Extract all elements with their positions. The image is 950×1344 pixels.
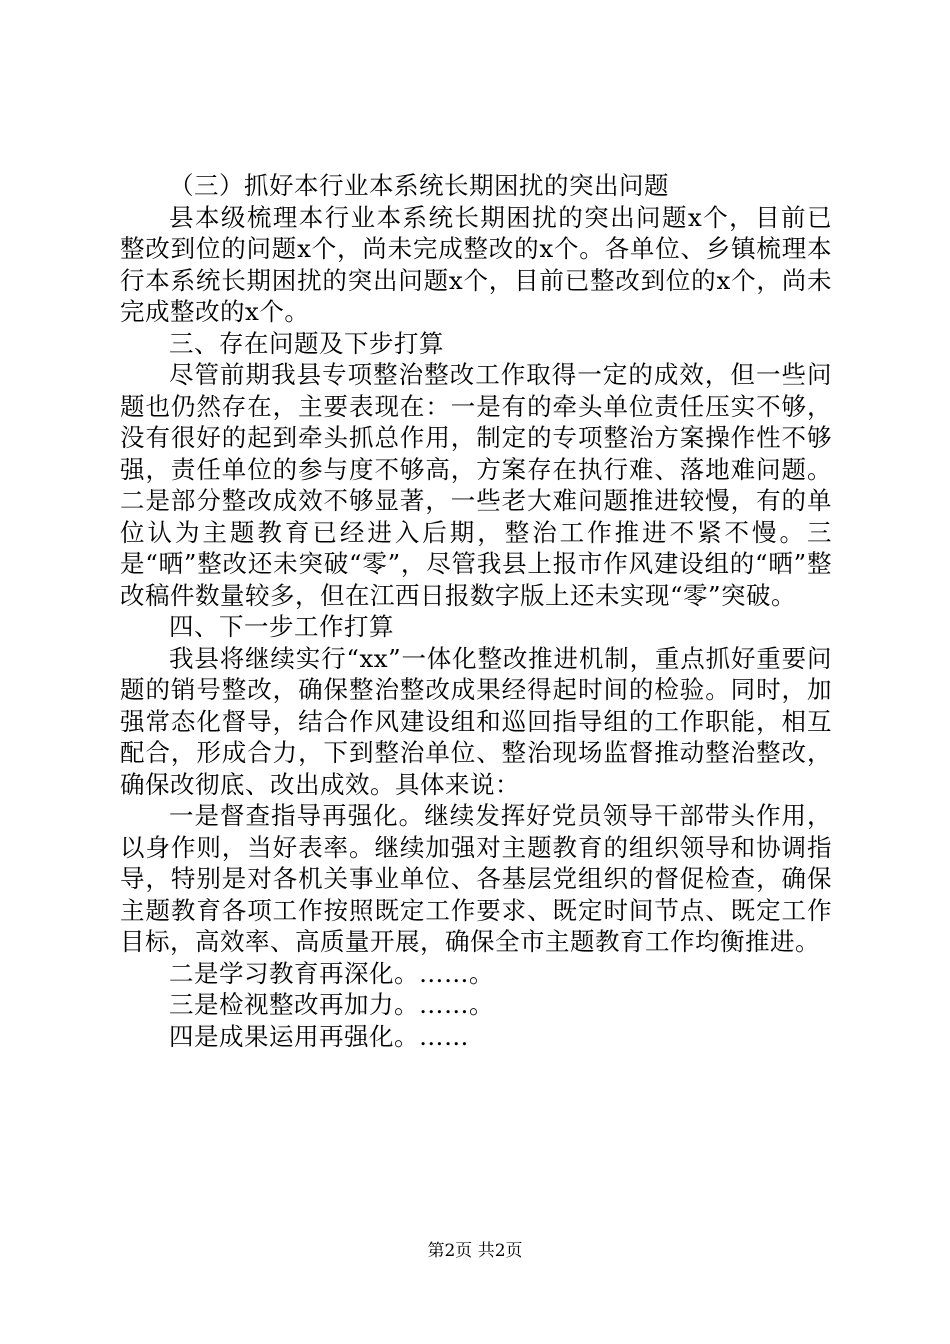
section-heading-next-steps: 四、下一步工作打算 [169,612,394,641]
body-paragraph: 县本级梳理本行业本系统长期困扰的突出问题x个，目前已整改到位的问题x个，尚未完成整改的x个。各单位、乡镇梳理本行本系统长期困扰的突出问题x个，目前已整改到位的x个，尚未完成整改的x个。 [120,202,832,326]
body-paragraph: 我县将继续实行“xx”一体化整改推进机制，重点抓好重要问题的销号整改，确保整治整改成果经得起时间的检验。同时，加强常态化督导，结合作风建设组和巡回指导组的工作职能，相互配合，形成合力，下到整治单位、整治现场监督推动整治整改，确保改彻底、改出成效。具体来说： [120,643,832,799]
body-paragraph: 二是学习教育再深化。……。 [169,958,494,988]
page-number-footer: 第2页 共2页 [427,1241,523,1261]
section-heading-problems: 三、存在问题及下步打算 [169,328,444,358]
body-paragraph: 一是督查指导再强化。继续发挥好党员领导干部带头作用，以身作则，当好表率。继续加强对主题教育的组织领导和协调指导，特别是对各机关事业单位、各基层党组织的督促检查，确保主题教育各项工作按照既定工作要求、既定时间节点、既定工作目标，高效率、高质量开展，确保全市主题教育工作均衡推进。 [120,801,832,956]
section-heading-three-sub: （三）抓好本行业本系统长期困扰的突出问题 [169,171,669,200]
body-paragraph: 三是检视整改再加力。……。 [169,990,494,1019]
body-paragraph: 四是成果运用再强化。…… [169,1021,469,1051]
document-body [120,170,832,1052]
body-paragraph: 尽管前期我县专项整治整改工作取得一定的成效，但一些问题也仍然存在，主要表现在：一是有的牵头单位责任压实不够，没有很好的起到牵头抓总作用，制定的专项整治方案操作性不够强，责任单位的参与度不够高，方案存在执行难、落地难问题。二是部分整改成效不够显著，一些老大难问题推进较慢，有的单位认为主题教育已经进入后期，整治工作推进不紧不慢。三是“晒”整改还未突破“零”，尽管我县上报市作风建设组的“晒”整改稿件数量较多，但在江西日报数字版上还未实现“零”突破。 [120,360,832,610]
